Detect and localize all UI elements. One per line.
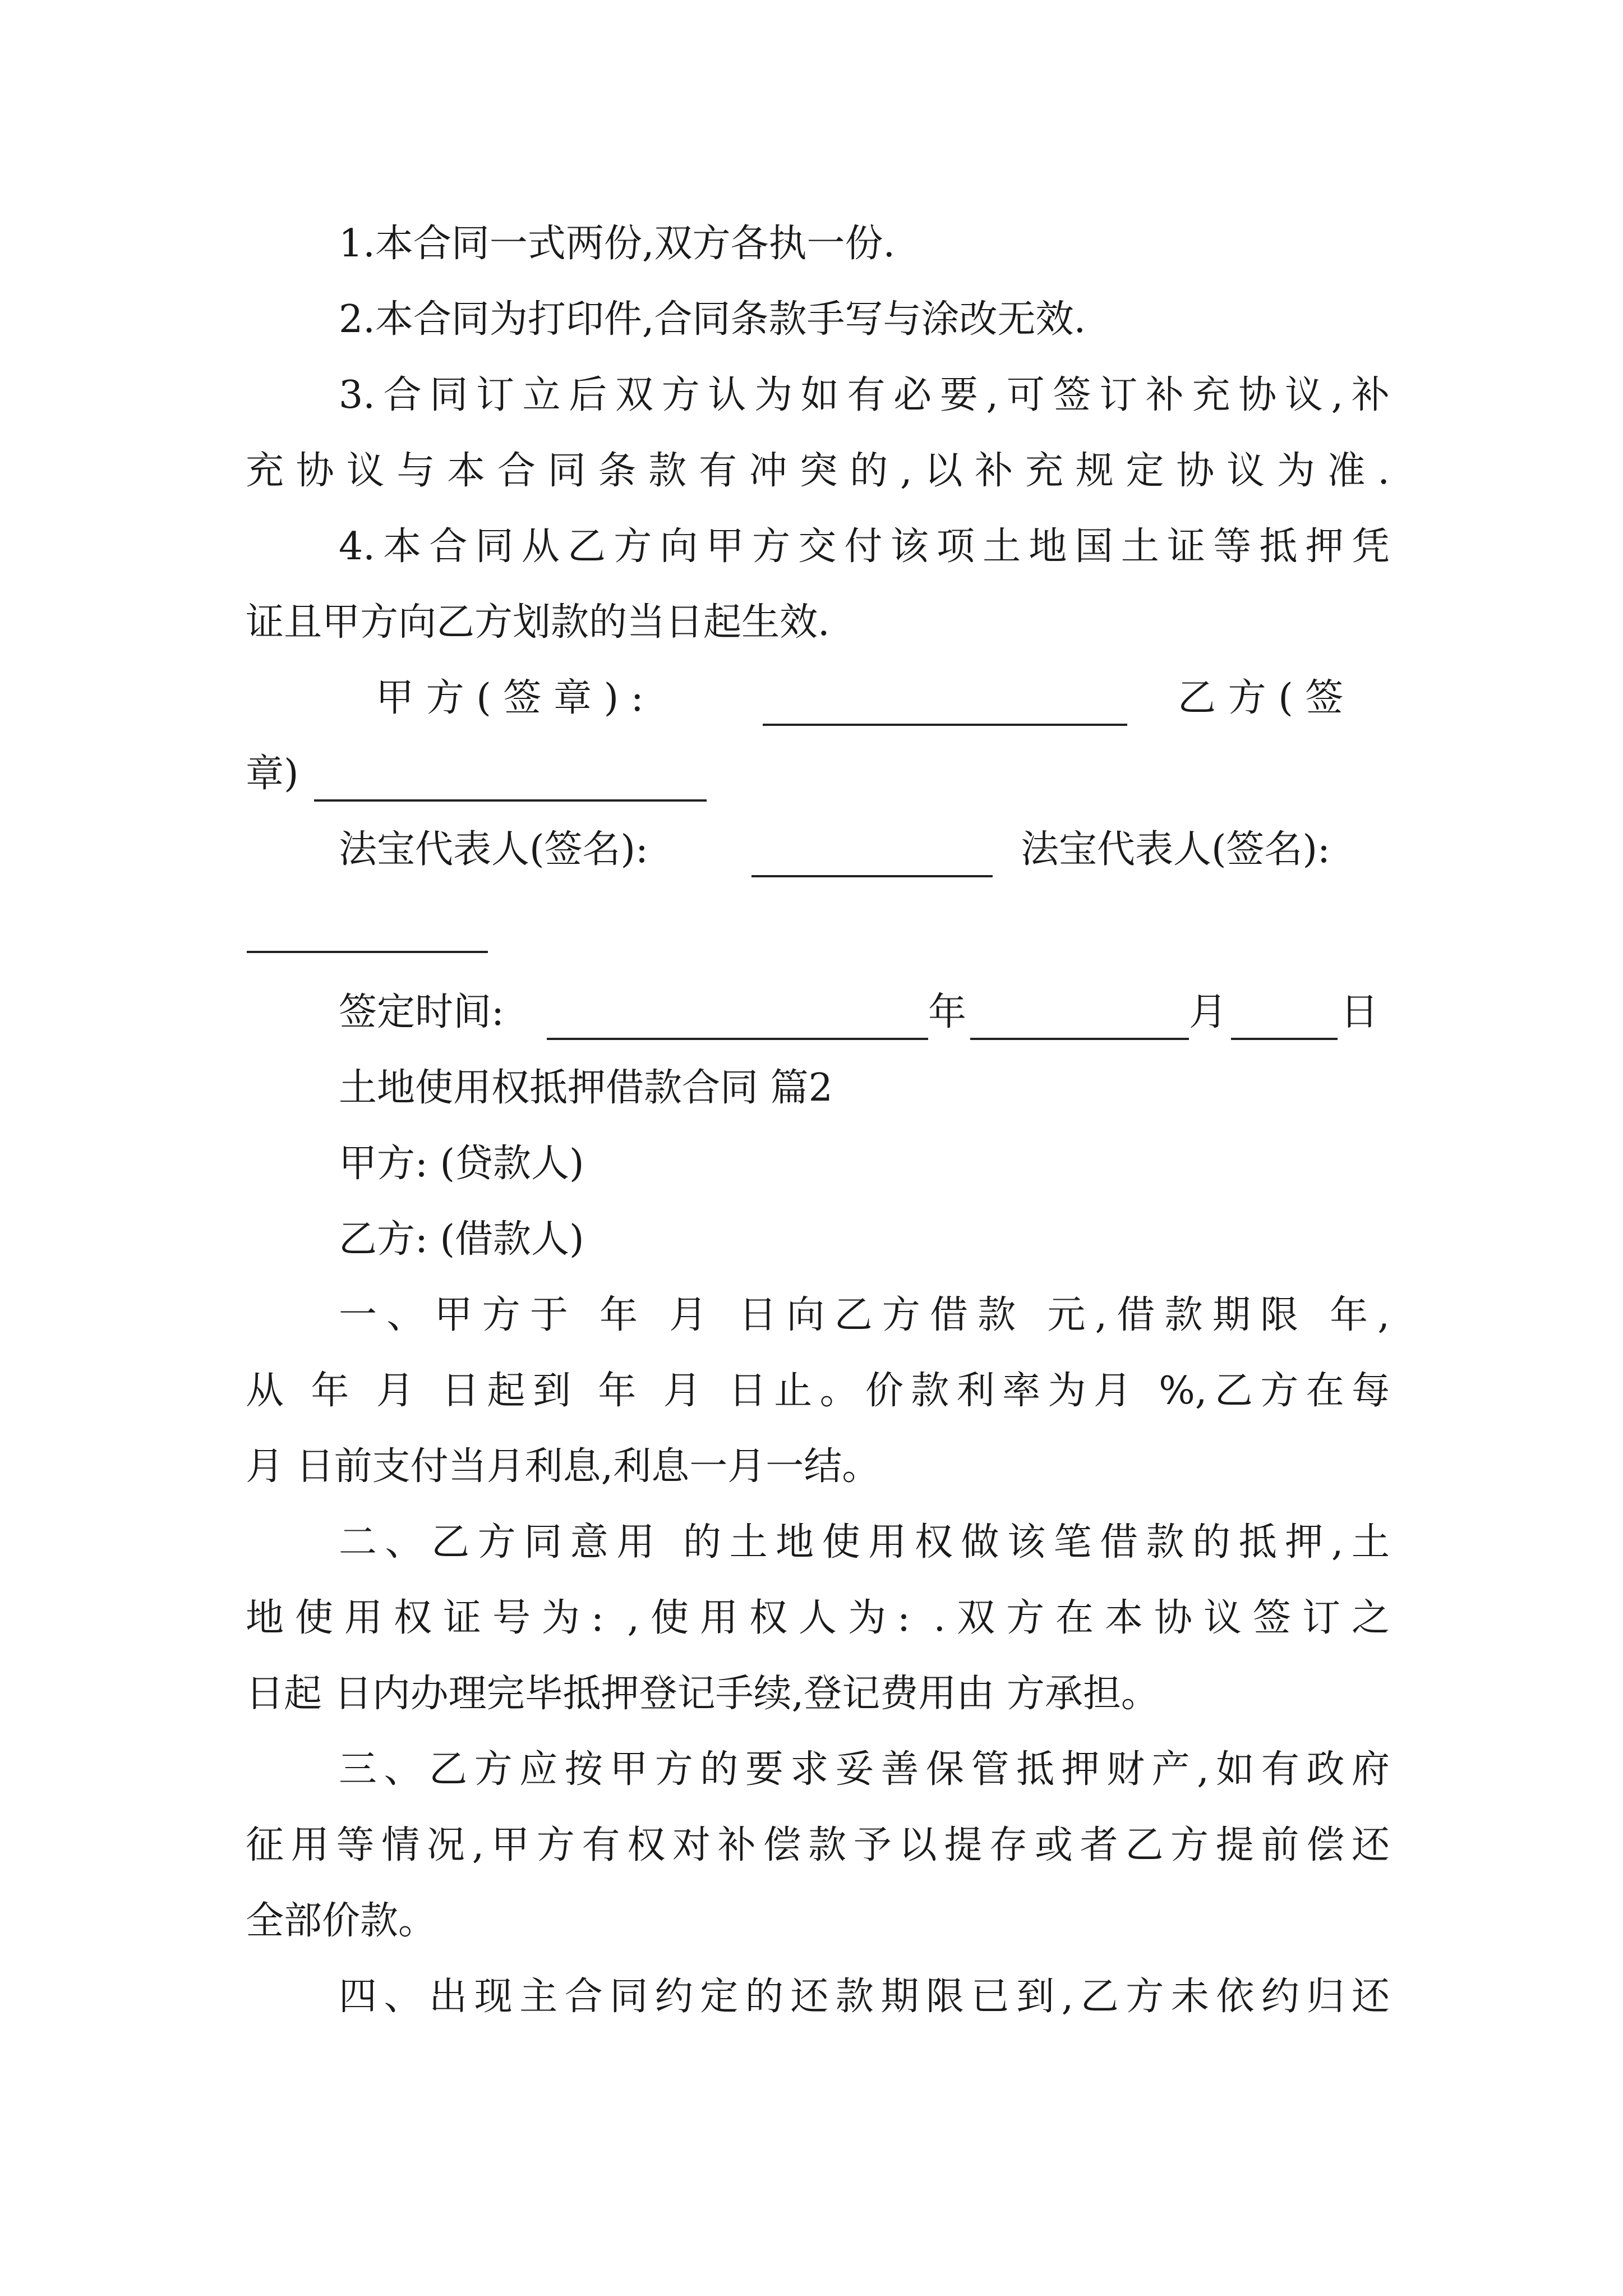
article-3-line-1: 三、乙方应按甲方的要求妥善保管抵押财产,如有政府 <box>339 1747 1390 1792</box>
sign-day-label: 日 <box>1340 990 1379 1034</box>
article-1-line-3: 月 日前支付当月利息,利息一月一结。 <box>246 1444 880 1489</box>
contract2-party-a: 甲方: (贷款人) <box>339 1142 584 1186</box>
clause-3-line-1: 3.合同订立后双方认为如有必要,可签订补充协议,补 <box>339 373 1390 417</box>
clause-1: 1.本合同一式两份,双方各执一份. <box>339 222 896 266</box>
party-b-rep-label: 法宝代表人(签名): <box>1021 827 1330 872</box>
article-3-line-3: 全部价款。 <box>246 1899 437 1943</box>
article-4-line-1: 四、出现主合同约定的还款期限已到,乙方未依约归还 <box>339 1975 1390 2019</box>
sign-year-blank <box>547 1038 928 1040</box>
sign-month-blank <box>970 1038 1189 1040</box>
party-a-rep-blank <box>751 875 993 877</box>
party-b-rep-blank <box>247 951 488 953</box>
article-1-line-1: 一、甲方于 年 月 日向乙方借款 元,借款期限 年, <box>339 1293 1390 1337</box>
clause-3-line-2: 充协议与本合同条款有冲突的,以补充规定协议为准. <box>246 449 1390 493</box>
sign-year-label: 年 <box>928 990 967 1034</box>
party-b-seal-blank <box>314 799 707 802</box>
article-3-line-2: 征用等情况,甲方有权对补偿款予以提存或者乙方提前偿还 <box>246 1823 1390 1867</box>
article-1-line-2: 从 年 月 日起到 年 月 日止。价款利率为月 %,乙方在每 <box>246 1369 1390 1413</box>
party-b-seal-label: 乙 方 ( 签 <box>1178 676 1344 720</box>
contract2-title: 土地使用权抵押借款合同 篇2 <box>339 1066 833 1110</box>
article-2-line-2: 地使用权证号为: ,使用权人为: .双方在本协议签订之 <box>246 1596 1390 1640</box>
article-2-line-1: 二、乙方同意用 的土地使用权做该笔借款的抵押,土 <box>339 1520 1390 1565</box>
party-a-rep-label: 法宝代表人(签名): <box>339 827 648 872</box>
sign-day-blank <box>1231 1038 1338 1040</box>
party-a-seal-blank <box>763 724 1127 726</box>
clause-2: 2.本合同为打印件,合同条款手写与涂改无效. <box>339 297 1086 342</box>
sign-date-label: 签定时间: <box>339 990 504 1034</box>
clause-4-line-1: 4.本合同从乙方向甲方交付该项土地国土证等抵押凭 <box>339 524 1390 569</box>
party-b-seal-label-cont: 章) <box>246 752 299 796</box>
contract2-party-b: 乙方: (借款人) <box>339 1217 584 1262</box>
party-a-seal-label: 甲 方 ( 签 章 ) : <box>376 676 644 720</box>
clause-4-line-2: 证且甲方向乙方划款的当日起生效. <box>246 600 830 645</box>
article-2-line-3: 日起 日内办理完毕抵押登记手续,登记费用由 方承担。 <box>246 1672 1159 1716</box>
sign-month-label: 月 <box>1189 990 1228 1034</box>
